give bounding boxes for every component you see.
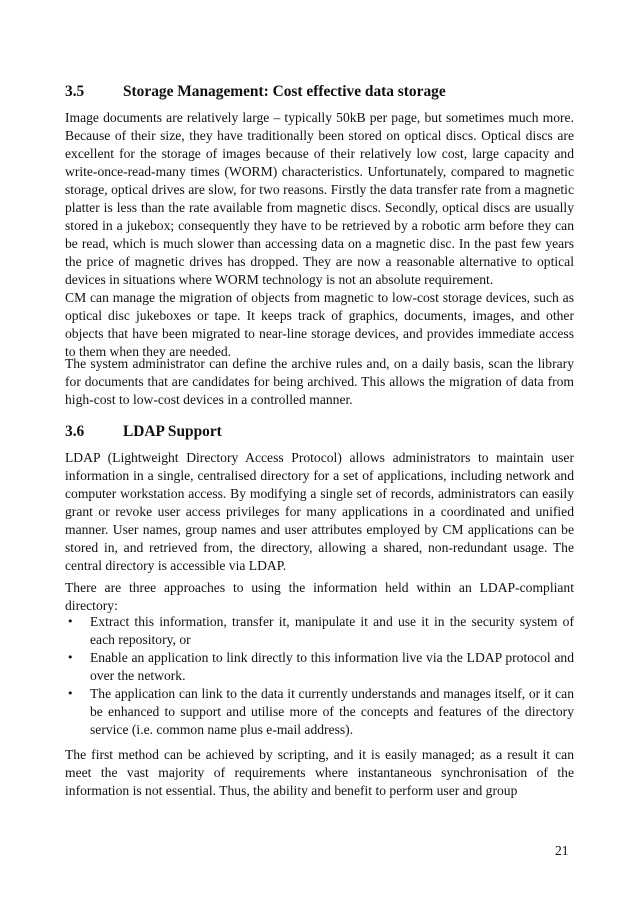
list-item-text: The application can link to the data it currently understands and manages itself, or it can be enhanced to support and utilise more of the concepts and features of the directory service (i.e. common name plus e-mail address). [90,686,574,737]
approaches-list [65,613,574,739]
section-title: Storage Management: Cost effective data storage [123,83,446,100]
storage-paragraph-1: Image documents are relatively large – typically 50kB per page, but sometimes much more. Because of their size, they have traditionally been stored on optical discs. Optical discs are excellent for the storage of images because of their relatively low cost, large capacity and write-once-read-many times (WORM) characteristics. Unfortunately, compared to magnetic storage, optical drives are slow, for two reasons. Firstly the data transfer rate from a magnetic platter is less than the rate available from magnetic discs. Secondly, optical discs are usually stored in a jukebox; consequently they have to be retrieved by a robotic arm before they can be read, which is much slower than accessing data on a magnetic disc. In the past few years the price of magnetic drives has dropped. They are now a reasonable alternative to optical devices in situations where WORM technology is not an absolute requirement. [65,110,574,287]
list-item-text: Enable an application to link directly to this information live via the LDAP protocol and over the network. [90,650,574,683]
section-heading-3-5 [65,82,585,102]
ldap-paragraph-1: LDAP (Lightweight Directory Access Protocol) allows administrators to maintain user information in a single, centralised directory for a set of applications, including network and computer workstation access. By modifying a single set of records, administrators can easily grant or revoke user access privileges for many applications in a coordinated and unified manner. User names, group names and user attributes employed by CM applications can be stored in, and retrieved from, the directory, allowing a shared, non-redundant usage. The central directory is accessible via LDAP. [65,450,574,573]
list-item-text: Extract this information, transfer it, manipulate it and use it in the security system of each repository, or [90,614,574,647]
section-number: 3.6 [65,423,85,440]
list-item [65,685,574,739]
list-item [65,649,574,685]
ldap-paragraph-2: There are three approaches to using the information held within an LDAP-compliant directory: [65,580,574,613]
list-item [65,613,574,649]
section-title: LDAP Support [123,423,222,440]
page-number: 21 [555,843,569,858]
storage-paragraph-2: CM can manage the migration of objects from magnetic to low-cost storage devices, such as optical disc jukeboxes or tape. It keeps track of graphics, documents, images, and other objects that have been migrated to near-line storage devices, and provides immediate access to them when they are needed. [65,290,574,359]
section-heading-3-6 [65,422,585,442]
storage-paragraph-3: The system administrator can define the archive rules and, on a daily basis, scan the library for documents that are candidates for being archived. This allows the migration of data from high-cost to low-cost devices in a controlled manner. [65,356,574,407]
section-number: 3.5 [65,83,85,100]
ldap-paragraph-3: The first method can be achieved by scripting, and it is easily managed; as a result it can meet the vast majority of requirements where instantaneous synchronisation of the information is not essential. Thus, the ability and benefit to perform user and group [65,747,574,798]
bullet-icon: • [67,687,74,700]
bullet-icon: • [67,615,74,628]
bullet-icon: • [67,651,74,664]
